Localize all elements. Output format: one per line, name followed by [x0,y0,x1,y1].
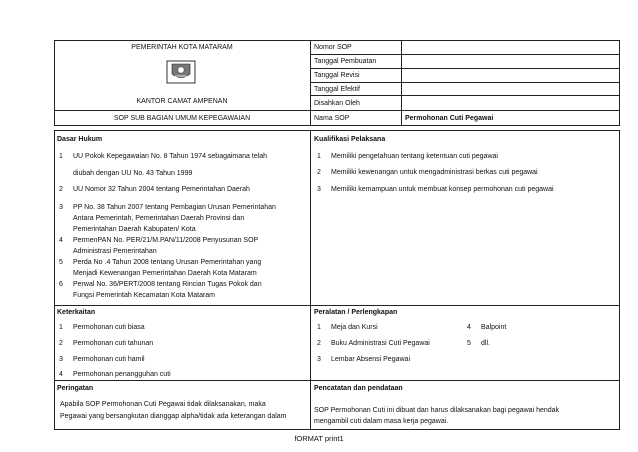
pencatatan-line-2: mengambil cuti dalam masa kerja pegawai. [314,418,449,425]
meta-label-efektif: Tanggal Efektif [314,86,360,93]
pencatatan-title: Pencatatan dan pendataan [314,385,403,392]
meta-label-disahkan: Disahkan Oleh [314,100,360,107]
kualifikasi-title: Kualifikasi Pelaksana [314,136,386,143]
peringatan-line-2: Pegawai yang bersangkutan dianggap alpha/tidak ada keterangan dalam [60,413,287,420]
pencatatan-line-1: SOP Permohonan Cuti ini dibuat dan harus dilaksanakan bagi pegawai hendak [314,407,560,414]
format-footer: fORMAT print1 [294,434,344,443]
meta-label-nama: Nama SOP [314,115,350,122]
city-emblem-icon [166,60,196,84]
dasar-hukum-title: Dasar Hukum [57,136,103,143]
meta-label-pembuatan: Tanggal Pembuatan [314,58,377,65]
office-name: KANTOR CAMAT AMPENAN [136,98,228,105]
org-name: PEMERINTAH KOTA MATARAM [131,44,233,51]
subdivision-name: SOP SUB BAGIAN UMUM KEPEGAWAIAN [113,115,251,122]
keterkaitan-title: Keterkaitan [57,309,96,316]
peringatan-title: Peringatan [57,385,94,392]
sop-name-value: Permohonan Cuti Pegawai [405,115,494,122]
peralatan-title: Peralatan / Perlengkapan [314,309,398,316]
meta-label-nomor: Nomor SOP [314,44,352,51]
peringatan-line-1: Apabila SOP Permohonan Cuti Pegawai tidak dilaksanakan, maka [60,401,266,408]
meta-label-revisi: Tanggal Revisi [314,72,360,79]
